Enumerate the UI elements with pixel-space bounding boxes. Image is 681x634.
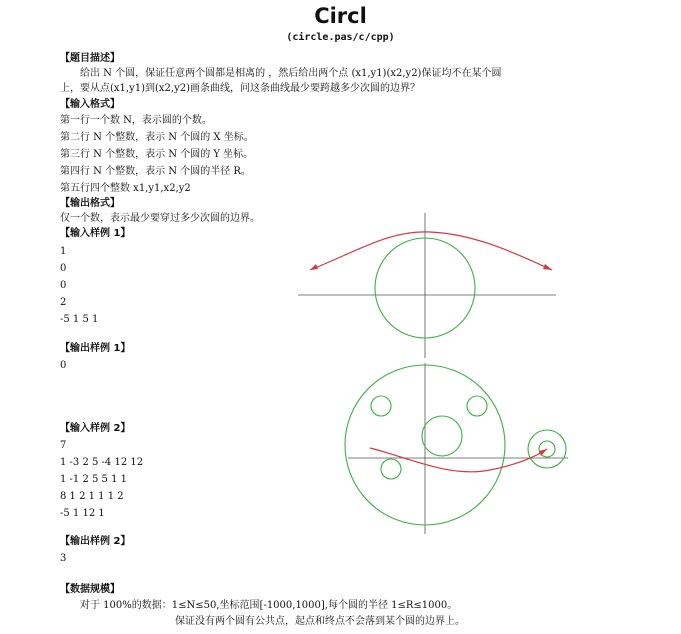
sample-input-1-line: 1 — [60, 246, 67, 257]
sample-input-1-line: 0 — [60, 263, 67, 274]
sample-input-2-line: 1 -1 2 5 5 1 1 — [60, 474, 127, 485]
sample-output-1-heading: 【输出样例 1】 — [60, 343, 131, 354]
arrow-head — [539, 449, 547, 456]
sample-output-1-value: 0 — [60, 360, 67, 371]
output-format-heading: 【输出格式】 — [60, 198, 120, 209]
sample-input-2-line: -5 1 12 1 — [60, 508, 105, 519]
sample-input-1-line: 0 — [60, 280, 67, 291]
data-range-heading: 【数据规模】 — [60, 584, 120, 595]
circle-shape — [381, 459, 401, 479]
circle-shape — [467, 396, 487, 416]
circle-shape — [371, 396, 391, 416]
data-range-line-2: 保证没有两个圆有公共点，起点和终点不会落到某个圆的边界上。 — [175, 616, 465, 627]
input-format-line: 第五行四个整数 x1,y1,x2,y2 — [60, 183, 191, 194]
sample-input-1-line: 2 — [60, 297, 67, 308]
input-format-line: 第一行一个数 N，表示圆的个数。 — [60, 115, 212, 126]
circle-shape — [422, 416, 462, 456]
arrow-head — [543, 264, 552, 270]
file-names: (circle.pas/c/cpp) — [286, 32, 395, 43]
input-format-line: 第二行 N 个整数，表示 N 个圆的 X 坐标。 — [60, 132, 254, 143]
sample-input-2-line: 1 -3 2 5 -4 12 12 — [60, 457, 144, 468]
input-format-line: 第三行 N 个整数，表示 N 个圆的 Y 坐标。 — [60, 149, 254, 160]
input-format-heading: 【输入格式】 — [60, 99, 120, 110]
sample-input-1-heading: 【输入样例 1】 — [60, 228, 131, 239]
input-format-line: 第四行 N 个整数，表示 N 个圆的半径 R。 — [60, 166, 251, 177]
sample-input-2-heading: 【输入样例 2】 — [60, 423, 131, 434]
sample-input-2-line: 8 1 2 1 1 1 2 — [60, 491, 124, 502]
page-title: Circl — [314, 4, 367, 28]
arrow-head — [310, 264, 318, 270]
curve-path — [310, 232, 552, 270]
sample-input-1-line: -5 1 5 1 — [60, 314, 99, 325]
illustration-figure — [290, 208, 570, 538]
sample-output-2-heading: 【输出样例 2】 — [60, 536, 131, 547]
sample-input-2-line: 7 — [60, 440, 67, 451]
output-format-line: 仅一个数，表示最少要穿过多少次圆的边界。 — [60, 213, 260, 224]
data-range-line-1: 对于 100%的数据：1≤N≤50,坐标范围[-1000,1000],每个圆的半径 1≤R≤1000。 — [80, 600, 458, 611]
description-heading: 【题目描述】 — [60, 53, 120, 64]
description-line-1: 给出 N 个圆，保证任意两个圆都是相离的 ，然后给出两个点 (x1,y1)(x2,y2)保证均不在某个圆 — [80, 68, 502, 79]
description-line-2: 上，要从点(x1,y1)到(x2,y2)画条曲线，问这条曲线最少要跨越多少次圆的边界？ — [60, 83, 420, 94]
curve-path — [370, 448, 547, 472]
sample-output-2-value: 3 — [60, 553, 67, 564]
